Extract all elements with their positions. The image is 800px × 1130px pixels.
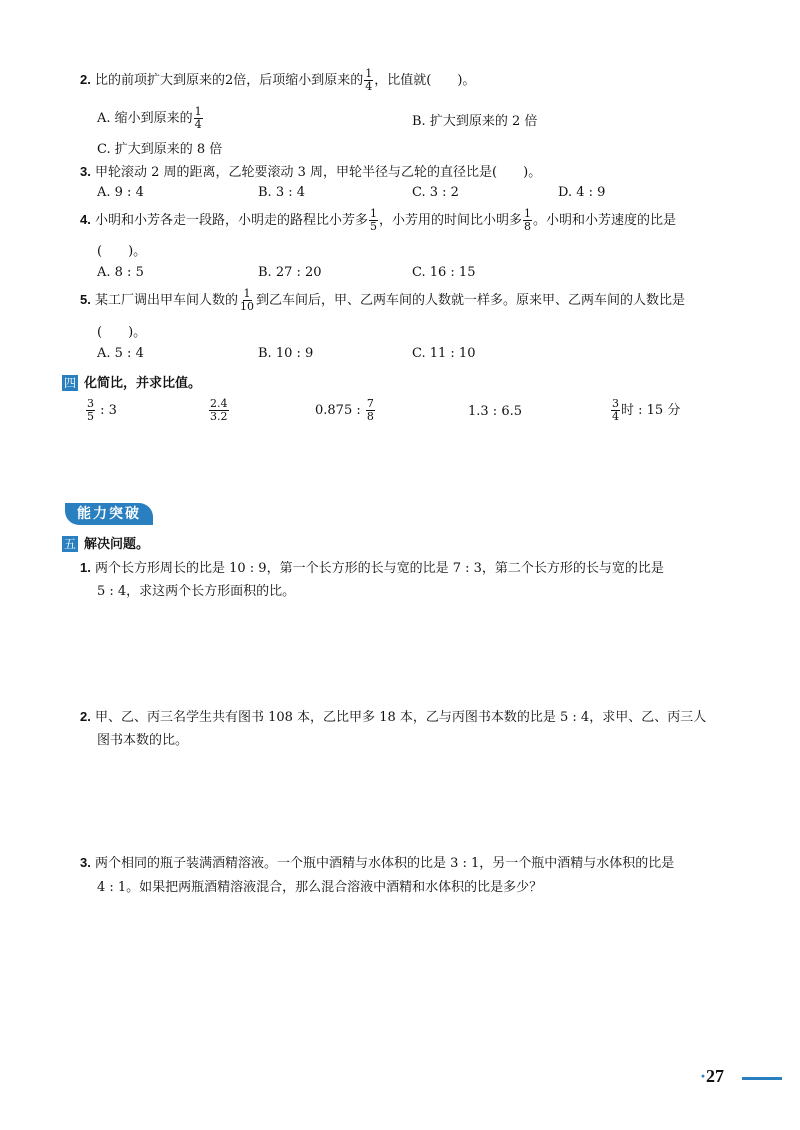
option-b: B. 10 : 9 xyxy=(258,346,314,361)
answer-paren: ( )。 xyxy=(97,325,147,340)
fraction: $\frac{1}{5}$ xyxy=(370,207,377,233)
problem-2: 2. 甲、乙、丙三名学生共有图书 108 本，乙比甲多 18 本，乙与丙图书本数的比是 5 : 4，求甲、乙、丙三人 xyxy=(80,709,707,725)
question-text: 比的前项扩大到原来的2倍，后项缩小到原来的 xyxy=(94,73,364,88)
problem-1: 1. 两个长方形周长的比是 10 : 9，第一个长方形的长与宽的比是 7 : 3，第二个长方形的长与宽的比是 xyxy=(80,560,664,576)
expression-2: $\frac{2.4}{3.2}$ xyxy=(210,397,228,423)
expression-4: 1.3 : 6.5 xyxy=(468,404,522,419)
question-2 xyxy=(80,68,475,93)
question-text: ，比值就( )。 xyxy=(374,73,476,88)
option-d: D. 4 : 9 xyxy=(558,185,606,200)
option-b: B. 27 : 20 xyxy=(258,265,322,280)
question-text: 甲轮滚动 2 周的距离，乙轮要滚动 3 周，甲轮半径与乙轮的直径比是( )。 xyxy=(94,165,542,180)
problem-1-line2: 5 : 4，求这两个长方形面积的比。 xyxy=(97,584,296,599)
question-5: 5. 某工厂调出甲车间人数的 $\frac{1}{10}$ 到乙车间后，甲、乙两车间的人数就一样多。原来甲、乙两车间的人数比是 xyxy=(80,287,686,313)
section-banner: 能力突破 xyxy=(65,503,153,523)
option-b: B. 3 : 4 xyxy=(258,185,306,200)
section-title: 解决问题。 xyxy=(84,537,150,552)
section-badge: 四 xyxy=(63,376,76,390)
expression-1: $\frac{3}{5}$ : 3 xyxy=(87,397,117,423)
fraction: $\frac{1}{4}$ xyxy=(365,67,373,93)
problem-3-line2: 4 : 1。如果把两瓶酒精溶液混合，那么混合溶液中酒精和水体积的比是多少？ xyxy=(97,880,543,895)
option-a: A. 9 : 4 xyxy=(97,185,144,200)
expression-3: 0.875 : $\frac{7}{8}$ xyxy=(315,397,374,423)
fraction: $\frac{1}{10}$ xyxy=(240,287,254,313)
question-number: 2. xyxy=(80,72,91,87)
problem-3: 3. 两个相同的瓶子装满酒精溶液。一个瓶中酒精与水体积的比是 3 : 1，另一个瓶中酒精与水体积的比是 xyxy=(80,855,675,871)
question-4: 4. 小明和小芳各走一段路，小明走的路程比小芳多 $\frac{1}{5}$ ，小芳用的时间比小明多 $\frac{1}{8}$ 。小明和小芳速度的比是 xyxy=(80,207,677,233)
option-a: A. 5 : 4 xyxy=(97,346,144,361)
option-c: C. 扩大到原来的 8 倍 xyxy=(97,142,223,157)
option-c: C. 16 : 15 xyxy=(412,265,476,280)
option-b: B. 扩大到原来的 2 倍 xyxy=(412,114,538,129)
section-4-header xyxy=(62,372,201,391)
question-3: 3. 甲轮滚动 2 周的距离，乙轮要滚动 3 周，甲轮半径与乙轮的直径比是( )。 xyxy=(80,164,542,180)
problem-2-line2: 图书本数的比。 xyxy=(97,733,189,748)
option-a: A. 缩小到原来的 $\frac{1}{4}$ xyxy=(97,105,202,131)
option-c: C. 11 : 10 xyxy=(412,346,476,361)
fraction: $\frac{1}{4}$ xyxy=(194,105,202,131)
expression-5: $\frac{3}{4}$ 时 : 15 分 xyxy=(612,397,681,423)
section-5-header xyxy=(62,533,149,552)
option-a: A. 8 : 5 xyxy=(97,265,144,280)
fraction: $\frac{1}{8}$ xyxy=(524,207,532,233)
option-c: C. 3 : 2 xyxy=(412,185,459,200)
section-title: 化简比，并求比值。 xyxy=(84,376,202,391)
answer-paren: ( )。 xyxy=(97,244,147,259)
page-number-rule xyxy=(742,1077,782,1080)
page-number: ·27 xyxy=(700,1066,725,1086)
section-badge: 五 xyxy=(63,537,76,551)
